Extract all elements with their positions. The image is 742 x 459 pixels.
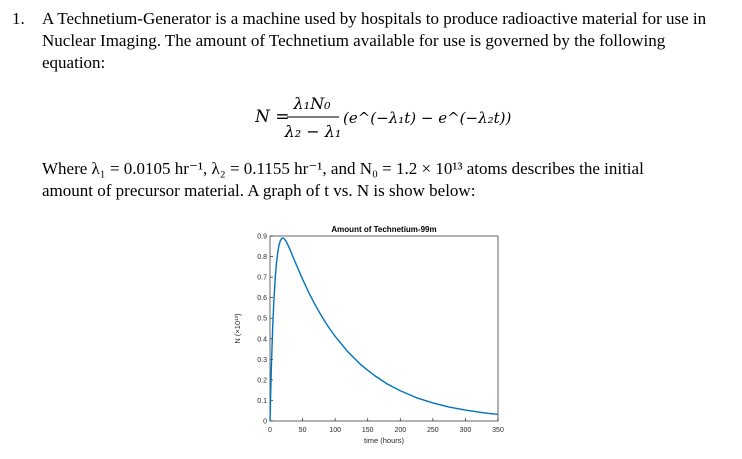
x-tick-label: 300: [459, 427, 472, 434]
y-tick-label: 0.3: [257, 356, 267, 364]
x-axis-label: time (hours): [363, 436, 405, 445]
chart: [228, 222, 528, 454]
y-tick-label: 0.2: [257, 377, 267, 385]
x-tick-label: 200: [394, 427, 407, 434]
equation-lhs: N =: [255, 107, 290, 127]
y-tick-label: 0.8: [257, 254, 267, 262]
where-paragraph: [42, 158, 722, 202]
x-tick-label: 250: [427, 427, 439, 434]
y-tick-label: 0.7: [257, 274, 267, 282]
x-tick-label: 150: [361, 427, 374, 434]
y-axis-label: N (×10¹³): [233, 313, 242, 344]
y-tick-label: 0.6: [257, 295, 267, 303]
chart-title: Amount of Technetium-99m: [331, 225, 437, 234]
y-tick-label: 0: [263, 418, 267, 426]
y-tick-label: 0.5: [257, 315, 267, 323]
equation-exponential-term: (e^(−λ₁t) − e^(−λ₂t)): [343, 109, 512, 127]
equation-denominator: λ₂ − λ₁: [284, 122, 342, 141]
plot-area: [270, 236, 498, 421]
equation-numerator: λ₁N₀: [293, 94, 331, 113]
question-text: A Technetium-Generator is a machine used by hospitals to produce radioactive material for use in Nuclear Imaging. The amount of Technetium available for use is governed by the following equation:: [42, 9, 707, 72]
question-number: 1.: [12, 9, 25, 28]
y-tick-label: 0.1: [257, 397, 267, 405]
x-tick-label: 0: [268, 427, 272, 434]
y-tick-label: 0.4: [257, 336, 267, 344]
where-line-2: amount of precursor material. A graph of t vs. N is show below:: [42, 181, 476, 200]
chart-svg: [228, 222, 528, 454]
x-tick-label: 350: [492, 427, 504, 434]
where-line-1: Where λ₁ = 0.0105 hr⁻¹, λ₂ = 0.1155 hr⁻¹, and N₀ = 1.2 × 10¹³ atoms describes the initial: [42, 159, 644, 178]
y-tick-label: 0.9: [257, 233, 267, 241]
x-tick-label: 50: [298, 427, 307, 434]
equation-graphic: [255, 86, 515, 148]
x-tick-label: 100: [329, 427, 341, 434]
equation: [255, 86, 515, 148]
